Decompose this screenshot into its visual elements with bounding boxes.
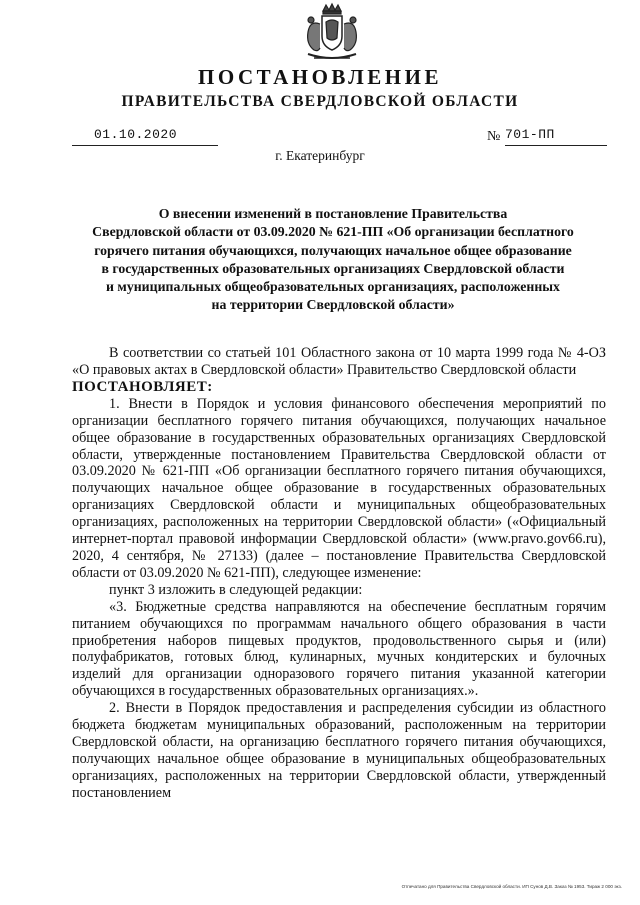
item-1-paragraph: 1. Внести в Порядок и условия финансового обеспечения мероприятий по организации бесплатного горячего питания обучающихся, получающих начальное общее образование в государственных образовательных организациях Свердловской области, утвержденные постановлением Правительства Свердловской области от 03.09.2020 № 621-ПП «Об организации бесплатного горячего питания обучающихся, получающих начальное общее образование в государственных образовательных организациях Свердловской области и муниципальных общеобразовательных организациях, расположенных на территории Свердловской области» («Официальный интернет-портал правовой информации Свердловской области» (www.pravo.gov66.ru), 2020, 4 сентября, № 27133) (далее – постановление Правительства Свердловской области от 03.09.2020 № 621-ПП), следующее изменение: <box>72 395 606 581</box>
preamble-paragraph: В соответствии со статьей 101 Областного закона от 10 марта 1999 года № 4-ОЗ «О правовых актах в Свердловской области» Правительство Свердловской области <box>72 345 606 378</box>
number-sign: № <box>487 129 501 144</box>
city-label: г. Екатеринбург <box>275 148 365 163</box>
print-note: Отпечатано для Правительства Свердловской области. ИП Сунов Д.В. Заказ № 1953. Тираж 2 000 экз. <box>401 884 622 889</box>
heading-line: О внесении изменений в постановление Правительства <box>158 206 508 221</box>
item-1-sub-paragraph: пункт 3 изложить в следующей редакции: <box>109 581 363 598</box>
heading-line: и муниципальных общеобразовательных организациях, расположенных <box>106 279 560 295</box>
heading-line: горячего питания обучающихся, получающих начальное общее образование <box>94 242 572 258</box>
number-value: 701-ПП <box>505 127 555 142</box>
document-heading <box>66 205 600 315</box>
item-2-paragraph: 2. Внести в Порядок предоставления и распределения субсидии из областного бюджета бюджетам муниципальных образований, расположенным на территории Свердловской области, на организацию бесплатного горячего питания обучающихся, получающих начальное общее образование в муниципальных общеобразовательных организациях, расположенных на территории Свердловской области, утвержденный постановлением <box>72 700 606 801</box>
decree-word: ПОСТАНОВЛЯЕТ: <box>72 378 213 395</box>
heading-line: в государственных образовательных организациях Свердловской области <box>101 260 565 276</box>
coat-of-arms-icon <box>296 2 368 66</box>
number-field <box>505 126 607 146</box>
date-value: 01.10.2020 <box>94 127 178 142</box>
date-field <box>72 126 218 146</box>
heading-line: Свердловской области от 03.09.2020 № 621-ПП «Об организации бесплатного <box>92 224 574 240</box>
item-1-quote-paragraph: «3. Бюджетные средства направляются на обеспечение бесплатным горячим питанием обучающихся по программам начального общего образования в части приобретения наборов пищевых продуктов, продовольственного сырья и (или) полуфабрикатов, готовых блюд, кулинарных, мучных кондитерских и булочных изделий для организации одноразового горячего питания указанной категории обучающихся в государственных образовательных организациях.». <box>72 598 606 700</box>
document-body <box>72 345 606 802</box>
document-title: ПОСТАНОВЛЕНИЕ <box>198 65 442 89</box>
heading-line: на территории Свердловской области» <box>211 297 455 313</box>
document-subtitle: ПРАВИТЕЛЬСТВА СВЕРДЛОВСКОЙ ОБЛАСТИ <box>121 93 519 110</box>
